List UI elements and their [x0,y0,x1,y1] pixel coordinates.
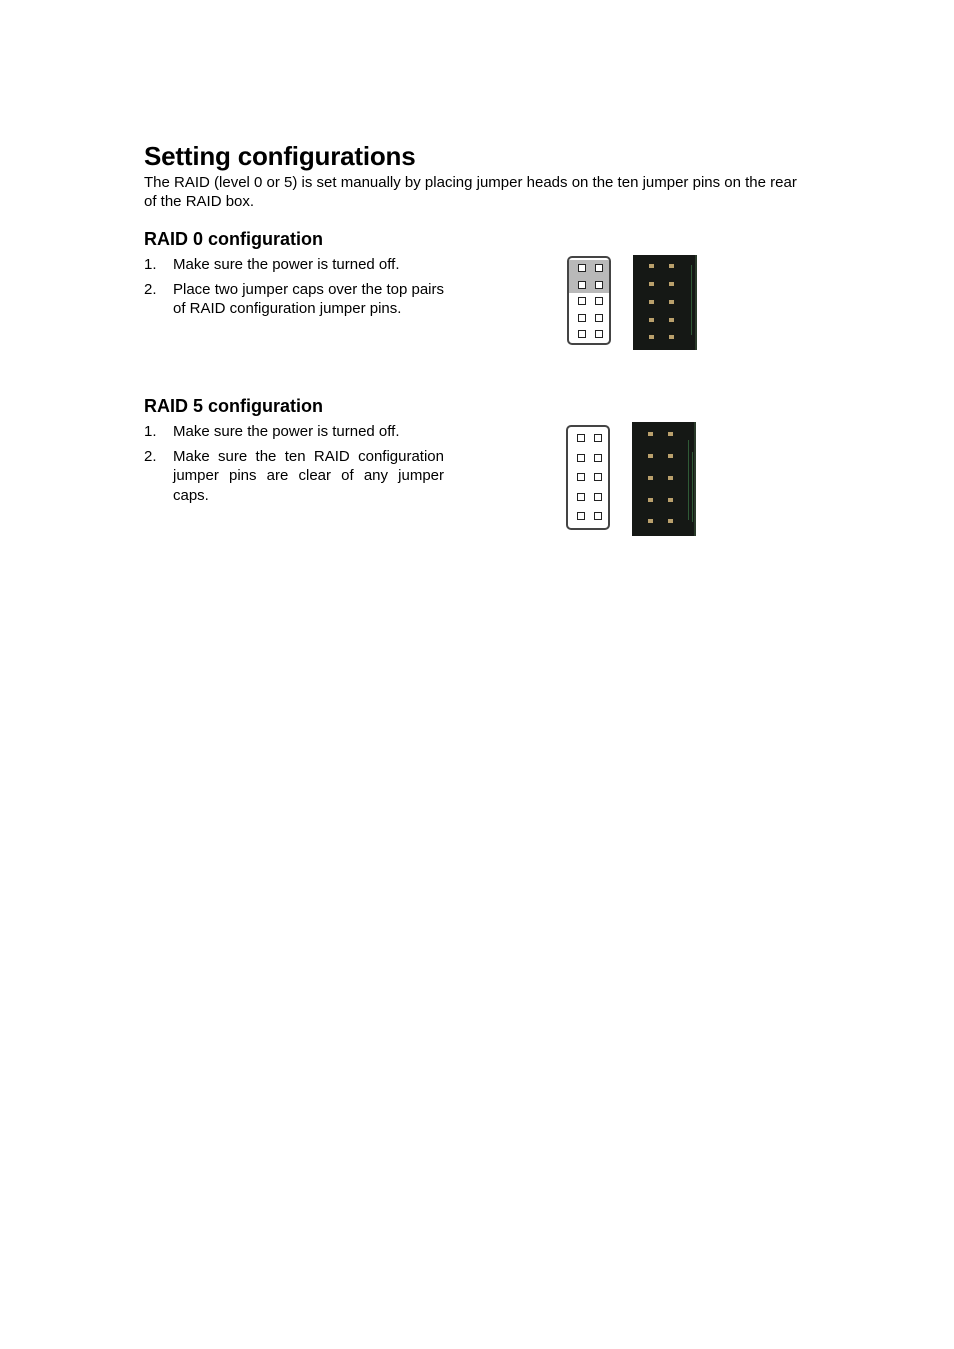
pin [578,330,586,338]
pin [595,281,603,289]
step-text: Make sure the power is turned off. [173,423,400,440]
raid0-jumper-diagram [567,256,611,345]
pin [594,454,602,462]
raid5-jumper-diagram [566,425,610,530]
jumper-row [569,326,609,343]
pin [595,297,603,305]
pin [594,493,602,501]
list-item [144,422,444,442]
step-number: 1. [144,256,157,273]
pin [577,434,585,442]
jumper-row [568,489,608,509]
jumper-row [568,469,608,489]
page-title: Setting configurations [144,141,416,171]
raid0-heading: RAID 0 configuration [144,229,323,249]
pin [594,512,602,520]
step-text: Make sure the power is turned off. [173,256,400,273]
jumper-row [569,310,609,327]
raid5-steps [144,422,444,510]
pin [594,473,602,481]
raid5-heading: RAID 5 configuration [144,396,323,416]
pin [577,454,585,462]
pin [577,512,585,520]
jumper-row-capped [569,277,609,294]
list-item [144,447,444,506]
raid0-pins-photo [633,255,697,350]
jumper-row-capped [569,260,609,277]
list-item [144,255,444,275]
jumper-row [568,450,608,470]
raid5-pins-photo [632,422,696,536]
pin [595,314,603,322]
pin [578,264,586,272]
step-text: Make sure the ten RAID configuration jumper pins are clear of any jumper caps. [173,447,444,504]
jumper-row [568,508,608,528]
pin [577,473,585,481]
pin [578,281,586,289]
step-number: 2. [144,447,157,465]
pin [578,297,586,305]
pin [595,330,603,338]
pin [594,434,602,442]
step-text: Place two jumper caps over the top pairs of RAID configuration jumper pins. [173,280,444,317]
list-item [144,280,444,319]
pin [578,314,586,322]
pin [577,493,585,501]
step-number: 1. [144,423,157,440]
raid0-steps [144,255,444,324]
step-number: 2. [144,280,157,298]
pin [595,264,603,272]
jumper-row [568,430,608,450]
intro-paragraph: The RAID (level 0 or 5) is set manually by placing jumper heads on the ten jumper pins on the rear of the RAID box. [144,174,797,210]
jumper-row [569,293,609,310]
